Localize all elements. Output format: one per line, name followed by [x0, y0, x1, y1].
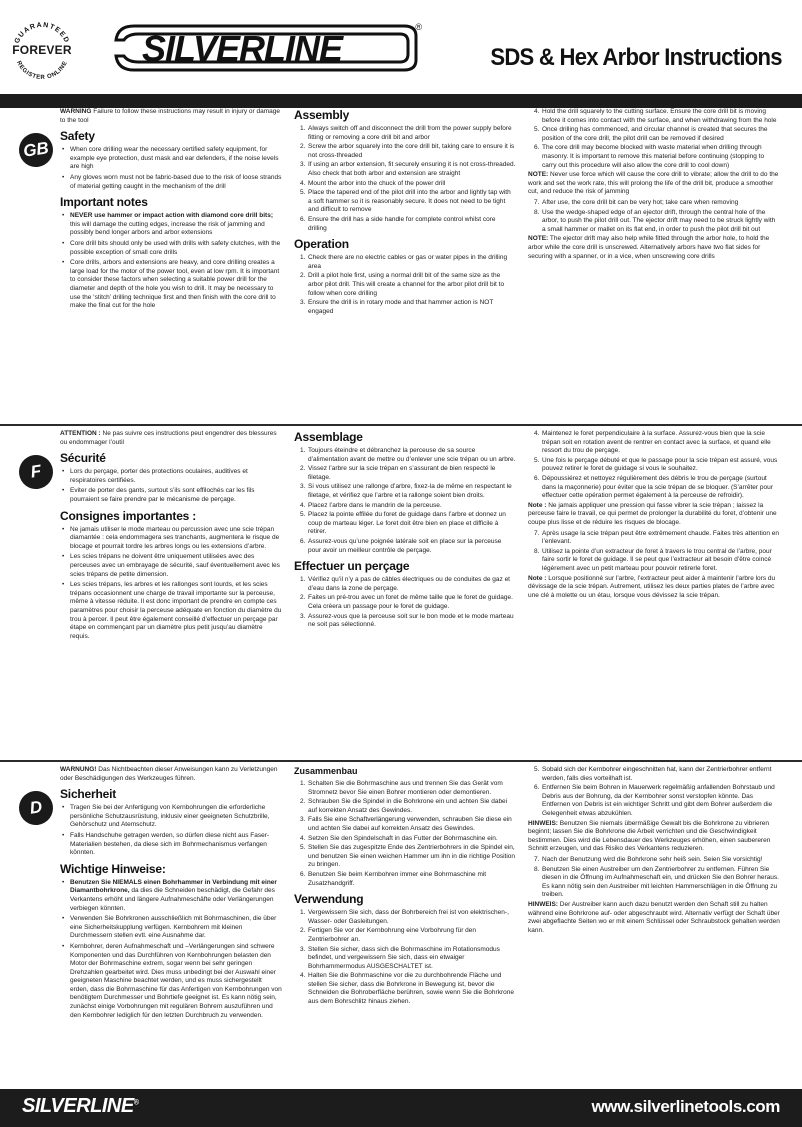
- gb-note-item: [60, 212, 282, 238]
- f-note-b: Note : Lorsque positionné sur l’arbre, l’extracteur peut aider à maintenir l’arbre lors du dévissage de la scie trépan. Autrement, utilisez les deux parties plates de l’arbre avec une clé à molette ou un étau, lorsque vous dévissez la scie trépan.: [528, 574, 776, 599]
- f-operation-step: 5. Une fois le perçage débuté et que le passage pour la scie trépan est assuré, vous pouvez retirer le foret de guidage si vous le souhaitez.: [534, 456, 778, 473]
- d-operation-step: 3. Stellen Sie sicher, dass sich die Bohrmaschine im Rotationsmodus befindet, und vergewissern Sie sich, dass ein etwaiger Bohrhammermodus AUSGESCHALTET ist.: [300, 945, 500, 970]
- gb-column-1: [60, 108, 282, 313]
- d-assembly-step: 6. Benutzen Sie beim Kernbohren immer eine Bohrmaschine mit Zusatzhandgriff.: [300, 870, 487, 887]
- gb-safety-item: • Any gloves worn must not be fabric-based due to the risk of loose strands of material getting caught in the mechanism of the drill: [60, 174, 282, 191]
- gb-warning: [60, 108, 282, 125]
- d-warning: WARNUNG! Das Nichtbeachten dieser Anweisungen kann zu Verletzungen oder Beschädigungen des Werkzeuges führen.: [60, 766, 278, 782]
- f-assembly-step: 2. Vissez l’arbre sur la scie trépan en s’assurant de bien respecté le filetage.: [300, 465, 496, 481]
- d-column-3: [528, 766, 780, 937]
- guarantee-top-text: GUARANTEED: [13, 21, 71, 45]
- d-assembly-step: 2. Schrauben Sie die Spindel in die Bohrkrone ein und achten Sie dabei auf korrekten Ansatz des Gewindes.: [300, 798, 508, 814]
- language-badge-gb: GB: [17, 131, 55, 169]
- d-operation-step: 1. Vergewissern Sie sich, dass der Bohrbereich frei ist von elektrischen-, Wasser- oder Gasleitungen.: [300, 909, 509, 925]
- footer-reg-mark: ®: [133, 1099, 139, 1107]
- gb-assembly-step: 5. Place the tapered end of the pilot drill into the arbor and lightly tap with a soft hammer so it is reasonably secure. It does not need to be tight and difficult to remove: [300, 189, 511, 214]
- gb-assembly-step: 1. Always switch off and disconnect the drill from the power supply before fitting or removing a core drill bit and arbor: [300, 125, 512, 141]
- d-note-item: • Kernbohrer, deren Aufnahmeschaft und –Verlängerungen sind schwere Komponenten und das Durchführen von Kernbohrungen belasten den Motor der Bohrmaschine extrem, sogar wenn bei sehr geringen Drehzahlen gearbeitet wird. Dies muss unbedingt bei der Auswahl einer geeigneten Maschine beachtet werden, und es muss sichergestellt erden, dass die Bohrmaschine für das Anfertigen von Kernbohrungen von benötigtem Durchmesser und Bohrtiefe geeignet ist. Es kann nötig sein, zunächst einige Vorbohrungen mit regulären Bohrern auszuführen und den Kernbohrer lediglich für den letzten Durchbruch zu verwenden.: [60, 943, 282, 1020]
- f-note-item: • Ne jamais utiliser le mode marteau ou percussion avec une scie trépan diamantée : cela endommagera ses tranchants, augmentera le risque de blocage et pourrait tordre les arbres longs ou les extensions d’arbre.: [60, 526, 282, 552]
- d-assembly-heading: Zusammenbau: [294, 766, 358, 776]
- f-operation-step: 2. Faites un pré-trou avec un foret de même taille que le foret de guidage. Cela créera un passage pour le foret de guidage.: [300, 594, 513, 610]
- f-assembly-heading: Assemblage: [294, 430, 363, 444]
- gb-column-2: [294, 108, 516, 317]
- d-assembly-step: 3. Falls Sie eine Schaftverlängerung verwenden, schrauben Sie diese ein und achten Sie dabei auf korrekten Ansatz des Gewindes.: [300, 816, 512, 832]
- f-safety-item: • Eviter de porter des gants, surtout s’ils sont effilochés car les fils pourraient se faire prendre par le mécanisme de perçage.: [60, 487, 282, 504]
- f-note-item: • Les scies trépans ne doivent être uniquement utilisées avec des perceuses avec un embrayage de sécurité, sauf éventuellement avec les scies trépans de petite dimension.: [60, 553, 282, 579]
- d-operation-step: 5. Sobald sich der Kernbohrer eingeschnitten hat, kann der Zentrierbohrer entfernt werden, falls dies vorteilhaft ist.: [534, 766, 772, 782]
- gb-operation-step: 1. Check there are no electric cables or gas or water pipes in the drilling area: [300, 254, 508, 270]
- f-safety-heading: Sécurité: [60, 451, 106, 466]
- d-assembly-step: 4. Setzen Sie den Spindelschaft in das Futter der Bohrmaschine ein.: [300, 834, 498, 842]
- f-warning: ATTENTION : Ne pas suivre ces instructions peut engendrer des blessures ou endommager l’outil: [60, 430, 277, 446]
- language-badge-f: F: [17, 453, 55, 491]
- f-notes-heading: Consignes importantes :: [60, 508, 197, 523]
- d-note-a: HINWEIS: Benutzen Sie niemals übermäßige Gewalt bis die Bohrkrone zu vibrieren beginnt; lassen Sie die Bohrkrone die Arbeit verrichten und die Geschwindigkeit bestimmen. Dies wird die Lebensdauer des Werkzeuges erhöhen, einen saubereren Schnitt erzeugen, und das Risiko des Verkantens reduzieren.: [528, 819, 771, 853]
- f-column-3: [528, 430, 780, 602]
- f-assembly-step: 3. Si vous utilisez une rallonge d’arbre, fixez-la de même en respectant le filetage, et vérifiez que l’arbre et la rallonge soient bien droits.: [300, 483, 512, 499]
- section-divider: [0, 760, 802, 762]
- gb-note-rest: this will damage the cutting edges, increase the risk of jamming and possibly bend longer arbors and arbor extensions: [70, 220, 265, 237]
- gb-note-b: NOTE: The ejector drift may also help while fitted through the arbor hole, to hold the arbor while the core drill is unscrewed. Alternatively arbors have two flat sides for securing with a spanner, or in a vice, when unscrewing core drills: [528, 235, 770, 260]
- f-operation-step: 4. Maintenez le foret perpendiculaire à la surface. Assurez-vous bien que la scie trépan soit en rotation avent de rentrer en contact avec la surface, et quand elle ressort du trou de perçage.: [534, 430, 771, 455]
- gb-safety-heading: Safety: [60, 129, 95, 144]
- d-column-2: [294, 766, 516, 1008]
- f-column-1: [60, 430, 282, 643]
- gb-operation-step: 6. The core drill may become blocked with waste material when drilling through masonry. It is important to remove this material before continuing (stopping to carry out this procedure will also allow the core drill to cool down): [534, 144, 765, 169]
- f-column-2: [294, 430, 516, 631]
- gb-assembly-step: 2. Screw the arbor squarely into the core drill bit, taking care to ensure it is not cross-threaded: [300, 143, 515, 159]
- silverline-logo: [112, 22, 422, 74]
- f-assembly-step: 6. Assurez-vous qu’une poignée latérale soit en place sur la perceuse pour avoir un meilleur contrôle de perçage.: [300, 537, 502, 554]
- d-operation-step: 6. Entfernen Sie beim Bohren in Mauerwerk regelmäßig anfallenden Bohrstaub und Debris aus der Bohrung, da der Kernbohrer sonst verstopfen könnte. Das Entfernen von Debris ist ein wichtiger Schritt und gibt dem Bohrer außerdem die Gelegenheit etwas abzukühlen.: [534, 784, 775, 817]
- guarantee-main-text: FOREVER: [12, 43, 72, 57]
- d-operation-step: 8. Benutzen Sie einen Austreiber um den Zentrierbohrer zu entfernen. Führen Sie diesen in die Öffnung im Aufnahmeschaft ein, und drücken Sie den Bohrer heraus. Es kann nötig sein den Austreiber mit leichten Hammerschlägen in die Öffnung zu treiben.: [534, 865, 779, 899]
- gb-note-item: • Core drills, arbors and extensions are heavy, and core drilling creates a large load for the motor of the power tool, even at low rpm. It is important to consider these factors when selecting a suitable power drill for the diameter and depth of the hole you wish to drill. It may be necessary to use the ‘stitch’ drilling technique first and then finish with the core drill to make the final cut for the hole: [60, 259, 282, 311]
- f-assembly-step: 1. Toujours éteindre et débranchez la perceuse de sa source d’alimentation avant de mettre ou d’enlever une scie trépan ou un arbre.: [300, 447, 516, 463]
- section-french: [0, 430, 802, 760]
- gb-assembly-step: 4. Mount the arbor into the chuck of the power drill: [300, 179, 446, 187]
- d-assembly-step: 1. Schalten Sie die Bohrmaschine aus und trennen Sie das Gerät vom Stromnetz bevor Sie einen Bohrer montieren oder demontieren.: [300, 780, 503, 796]
- d-safety-heading: Sicherheit: [60, 787, 117, 802]
- footer-logo: [22, 1095, 138, 1118]
- gb-note-a: NOTE: Never use force which will cause the core drill to vibrate; allow the drill to do the work and set the work rate, this will prolong the life of the drill bit, produce a smoother cut, and reduce the risk of jamming: [528, 171, 779, 196]
- language-badge-d: D: [17, 789, 55, 827]
- gb-warning-text: Failure to follow these instructions may result in injury or damage to the tool: [60, 108, 281, 124]
- footer-brand-text: SILVERLINE: [22, 1095, 134, 1117]
- page-title: SDS & Hex Arbor Instructions: [490, 44, 782, 71]
- d-note-item: • Benutzen Sie NIEMALS einen Bohrhammer in Verbindung mit einer Diamantbohrkrone, da dies die Schneiden beschädigt, die Gefahr des Verkantens erhöht und längere Aufnahmeschäfte oder Verlängerungen verbiegen könnten.: [60, 879, 282, 913]
- footer-website-link[interactable]: www.silverlinetools.com: [591, 1097, 780, 1116]
- f-operation-step: 6. Dépoussiérez et nettoyez régulièrement des débris le trou de perçage (surtout dans la maçonnerie) pour éviter que la scie trépan de se bloquer. (S’arrêter pour effectuer cette opération permet également à la perceuse de refroidir).: [534, 474, 773, 500]
- section-german: [0, 766, 802, 1086]
- gb-warning-label: WARNING: [60, 108, 92, 115]
- d-operation-step: 7. Nach der Benutzung wird die Bohrkrone sehr heiß sein. Seien Sie vorsichtig!: [534, 855, 763, 863]
- gb-assembly-step: 3. If using an arbor extension, fit securely ensuring it is not cross-threaded. Also check that both arbor and extension are straight: [300, 161, 516, 177]
- d-note-item: • Verwenden Sie Bohrkronen ausschließlich mit Bohrmaschinen, die über eine Sicherheitskupplung verfügen. Kernbohrern mit kleinen Durchmessern stellen evtl. eine Ausnahme dar.: [60, 915, 282, 941]
- gb-operation-heading: Operation: [294, 237, 349, 252]
- d-notes-heading: Wichtige Hinweise:: [60, 861, 166, 876]
- d-column-1: [60, 766, 282, 1022]
- f-operation-step: 1. Vérifiez qu’il n’y a pas de câbles électriques ou de conduites de gaz et d’eau dans la zone de perçage.: [300, 576, 510, 592]
- gb-operation-step: 8. Use the wedge-shaped edge of an ejector drift, through the central hole of the arbor, to push the pilot drill out. The ejector drift may need to be struck lightly with a small hammer or mallet on its flat end, in order to push the pilot drill bit out: [534, 208, 776, 233]
- gb-column-3: [528, 108, 780, 263]
- gb-operation-step: 4. Hold the drill squarely to the cutting surface. Ensure the core drill bit is moving before it comes into contact with the surface, and when withdrawing from the hole: [534, 108, 777, 124]
- f-operation-step: 3. Assurez-vous que la perceuse soit sur le bon mode et le mode marteau ne soit pas sélectionné.: [300, 612, 514, 629]
- gb-safety-item: • When core drilling wear the necessary certified safety equipment, for example eye protection, dust mask and ear defenders, if the noise levels are high: [60, 146, 282, 172]
- d-operation-heading: Verwendung: [294, 892, 364, 907]
- page-header: [0, 0, 802, 94]
- f-note-a: Note : Ne jamais appliquer une pression qui fasse vibrer la scie trépan ; laissez la perceuse faire le travail, ce qui permet de prolonger la durabilité du foret, d’obtenir une coupe plus lisse et de réduire les risques de blocage.: [528, 501, 777, 526]
- d-operation-step: 4. Halten Sie die Bohrmaschine vor die zu durchbohrende Fläche und stellen Sie sicher, dass die Bohrkrone in Bewegung ist, bevor die Schneiden die Bohroberfläche berühren, sowie wenn Sie die Bohrkrone aus dem Bohrschlitz hinaus ziehen.: [300, 972, 514, 1006]
- svg-text:REGISTER ONLINE: [15, 60, 69, 81]
- gb-operation-step: 2. Drill a pilot hole first, using a normal drill bit of the same size as the arbor pilot drill. This will create a channel for the arbor pilot drill bit to follow when core drilling: [300, 272, 505, 297]
- d-safety-item: • Tragen Sie bei der Anfertigung von Kernbohrungen die erforderliche persönliche Schutzausrüstung, inklusiv einer geeigneten Schutzbrille, Gehörschutz und Atemschutz.: [60, 804, 282, 830]
- gb-operation-step: 5. Once drilling has commenced, and circular channel is created that secures the position of the core drill, the pilot drill can be removed if desired: [534, 126, 768, 142]
- f-safety-item: • Lors du perçage, porter des protections oculaires, auditives et respiratoires certifiées.: [60, 468, 282, 485]
- gb-operation-step: 3. Ensure the drill is in rotary mode and that hammer action is NOT engaged: [300, 299, 494, 315]
- f-note-item: • Les scies trépans, les arbres et les rallonges sont lourds, et les scies trépans occasionnent une charge de travail importante sur la perceuse, même à vitesse réduite. Il est donc important de prendre en compte ces paramètres pour choisir la perceuse adéquate en fonction du diamètre du trou à percer. Il peut être également conseillé d’effectuer un perçage par étape en commençant par un diamètre plus petit jusqu’au diamètre requis.: [60, 581, 282, 641]
- logo-reg-mark: ®: [415, 22, 422, 32]
- gb-assembly-heading: Assembly: [294, 108, 350, 122]
- header-band: [0, 94, 802, 108]
- logo-brand-text: SILVERLINE: [142, 28, 343, 69]
- page-footer: [0, 1089, 802, 1127]
- f-assembly-step: 4. Placez l’arbre dans le mandrin de la perceuse.: [300, 501, 442, 509]
- gb-notes-heading: Important notes: [60, 195, 148, 210]
- gb-operation-step: 7. After use, the core drill bit can be very hot; take care when removing: [534, 198, 739, 206]
- d-assembly-step: 5. Stellen Sie das zugespitzte Ende des Zentrierbohrers in die Spindel ein, und benutzen Sie einen weichen Hammer um ihn in die richtige Position zu bringen.: [300, 844, 516, 869]
- gb-assembly-step: 6. Ensure the drill has a side handle for complete control whilst core drilling: [300, 215, 496, 232]
- gb-note-item: • Core drill bits should only be used with drills with safety clutches, with the possible exception of small core drills: [60, 240, 282, 257]
- gb-note-bold: NEVER use hammer or impact action with diamond core drill bits;: [70, 212, 273, 220]
- f-operation-heading: Effectuer un perçage: [294, 559, 410, 574]
- section-english: [0, 108, 802, 424]
- f-operation-step: 7. Après usage la scie trépan peut être extrêmement chaude. Faites très attention en l’enlevant.: [534, 529, 780, 546]
- d-operation-step: 2. Fertigen Sie vor der Kernbohrung eine Vorbohrung für den Zentrierbohrer an.: [300, 927, 477, 943]
- f-operation-step: 8. Utilisez la pointe d’un extracteur de foret à travers le trou central de l’arbre, pour faire sortir le foret de guidage. Il se peut que l’extracteur ait besoin d’être coincé légèrement avec un petit marteau pour pouvoir retirerle foret.: [534, 547, 772, 572]
- svg-text:GUARANTEED: [14, 22, 71, 45]
- d-note-b: HINWEIS: Der Austreiber kann auch dazu benutzt werden den Schaft still zu halten während eine Bohrkrone auf- oder abgeschraubt wird. Alternativ verfügt der Schaft über zwei abgeflachte Seiten wo er mit einem Schlüssel oder Schraubstock gehalten werden kann.: [528, 900, 780, 934]
- guarantee-bottom-text: REGISTER ONLINE: [15, 60, 69, 82]
- guarantee-forever-seal: [8, 18, 76, 86]
- d-safety-item: • Falls Handschuhe getragen werden, so dürfen diese nicht aus Faser-Materialien bestehen, da diese sich im Bohrmechanismus verfangen könnten.: [60, 832, 282, 858]
- section-divider: [0, 424, 802, 426]
- f-assembly-step: 5. Placez la pointe effilée du foret de guidage dans l’arbre et donnez un coup de marteau léger. Le foret doit être bien en place et difficile à retirer.: [300, 511, 506, 536]
